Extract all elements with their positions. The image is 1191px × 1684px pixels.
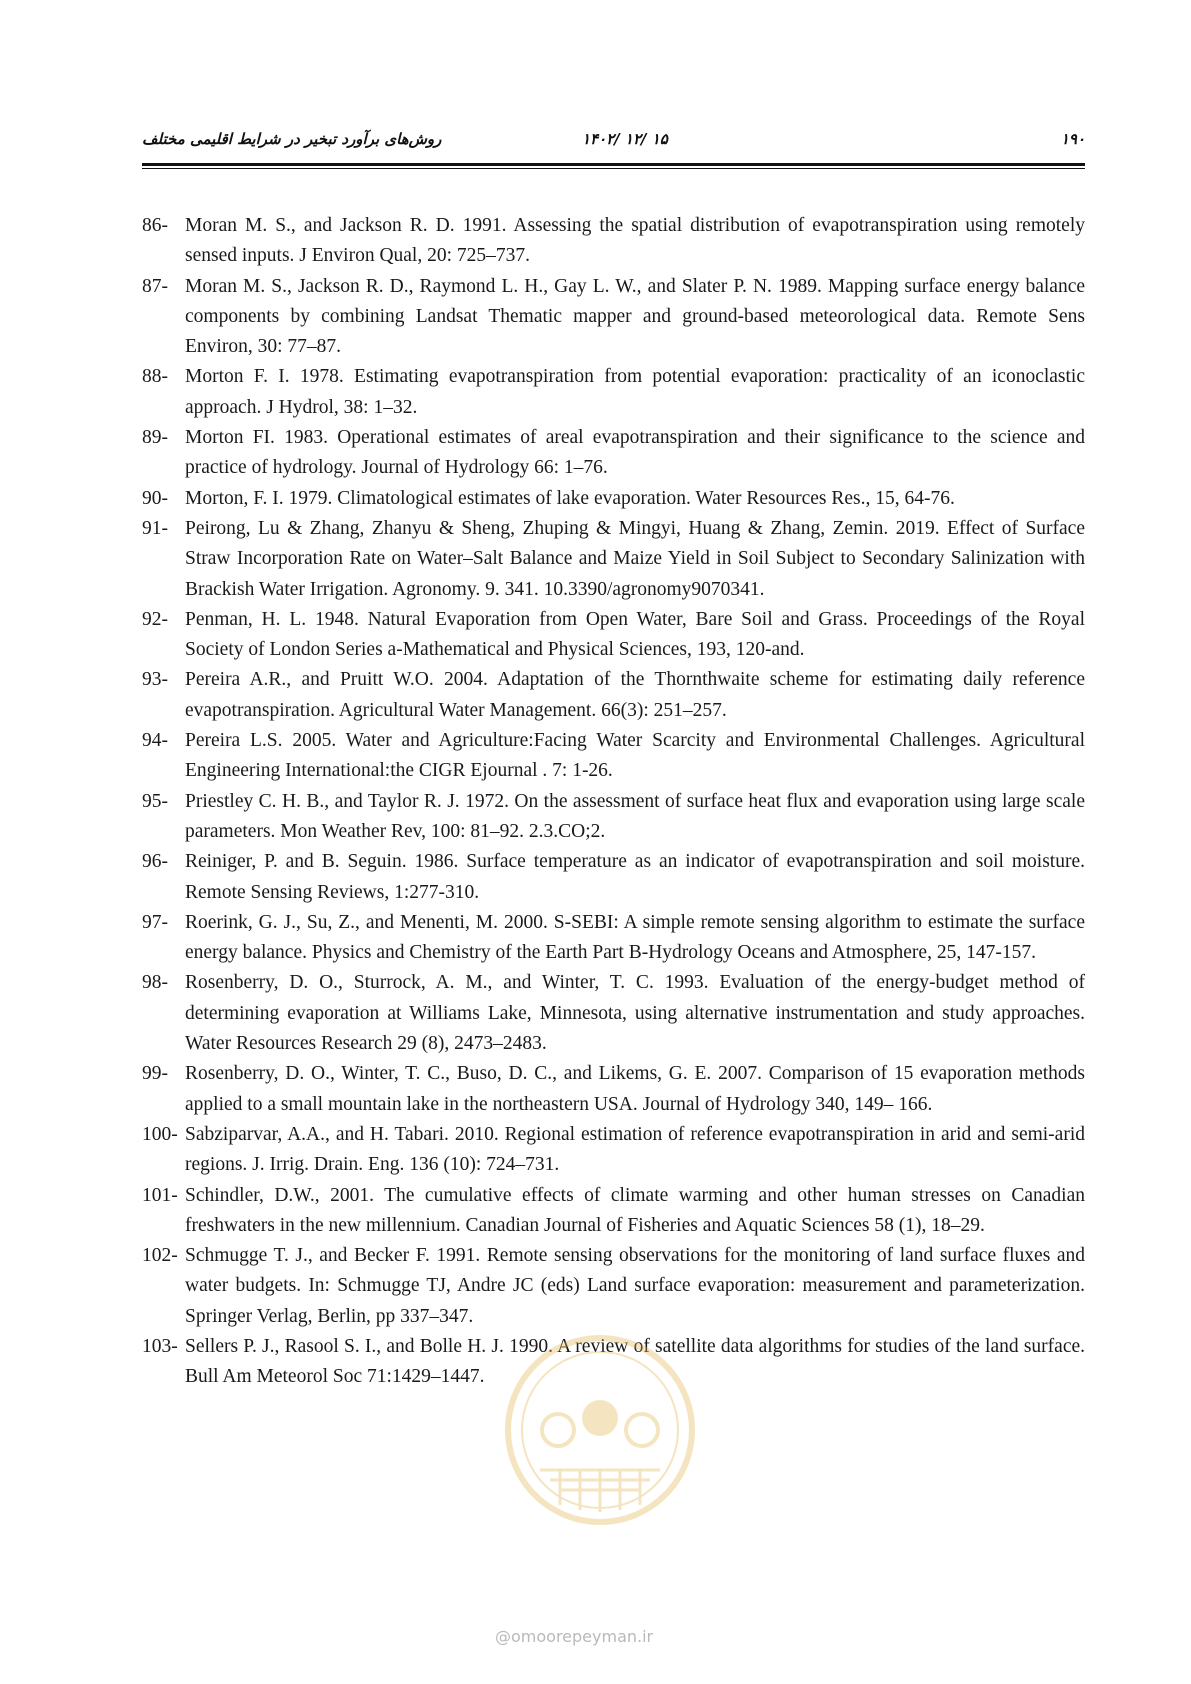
reference-number: 90- [142, 487, 168, 509]
reference-item [142, 423, 1085, 484]
reference-text: Sabziparvar, A.A., and H. Tabari. 2010. Regional estimation of reference evapotranspiration in arid and semi-arid regions. J. Irrig. Drain. Eng. 136 (10): 724–731. [185, 1123, 1085, 1176]
reference-number: 102- [142, 1245, 178, 1267]
reference-text: Pereira L.S. 2005. Water and Agriculture:Facing Water Scarcity and Environmental Challenges. Agricultural Engineering International:the CIGR Ejournal . 7: 1-26. [185, 730, 1085, 782]
reference-item [142, 847, 1085, 908]
watermark-logo-icon [500, 1330, 700, 1570]
reference-number: 89- [142, 427, 168, 449]
reference-item [142, 362, 1085, 423]
reference-text: Sellers P. J., Rasool S. I., and Bolle H. J. 1990. A review of satellite data algorithms for studies of the land surface. Bull Am Meteorol Soc 71:1429–1447. [185, 1335, 1085, 1388]
reference-text: Reiniger, P. and B. Seguin. 1986. Surface temperature as an indicator of evapotranspiration and soil moisture. Remote Sensing Reviews, 1:277-310. [185, 851, 1085, 903]
reference-item [142, 726, 1085, 787]
reference-number: 88- [142, 366, 168, 388]
reference-number: 97- [142, 911, 168, 933]
header-rule-thin [142, 168, 1085, 169]
reference-text: Roerink, G. J., Su, Z., and Menenti, M. 2000. S-SEBI: A simple remote sensing algorithm to estimate the surface energy balance. Physics and Chemistry of the Earth Part B-Hydrology Oceans and Atmosphere, 25, 147-157. [185, 911, 1085, 964]
reference-item [142, 1181, 1085, 1242]
reference-item [142, 1241, 1085, 1332]
reference-text: Moran M. S., Jackson R. D., Raymond L. H., Gay L. W., and Slater P. N. 1989. Mapping surface energy balance components by combining Landsat Thematic mapper and ground-based meteorological data. Remote Sens Environ, 30: 77–87. [185, 275, 1085, 358]
reference-item [142, 908, 1085, 969]
reference-text: Rosenberry, D. O., Winter, T. C., Buso, D. C., and Likems, G. E. 2007. Comparison of 15 evaporation methods applied to a small mountain lake in the northeastern USA. Journal of Hydrology 340, 149– 166. [185, 1063, 1085, 1115]
issue-date: ۱۴۰۲/ ۱۲/ ۱۵ [582, 130, 668, 148]
reference-number: 95- [142, 790, 168, 812]
reference-item [142, 605, 1085, 666]
reference-item [142, 211, 1085, 272]
reference-item [142, 787, 1085, 848]
reference-text: Morton FI. 1983. Operational estimates of areal evapotranspiration and their significance to the science and practice of hydrology. Journal of Hydrology 66: 1–76. [185, 427, 1085, 479]
reference-number: 98- [142, 972, 168, 994]
reference-number: 96- [142, 851, 168, 873]
page-number: ۱۹۰ [1060, 130, 1085, 148]
reference-number: 92- [142, 608, 168, 630]
reference-number: 93- [142, 669, 168, 691]
reference-text: Penman, H. L. 1948. Natural Evaporation from Open Water, Bare Soil and Grass. Proceedings of the Royal Society of London Series a-Mathematical and Physical Sciences, 193, 120-and. [185, 608, 1085, 661]
reference-text: Priestley C. H. B., and Taylor R. J. 1972. On the assessment of surface heat flux and evaporation using large scale parameters. Mon Weather Rev, 100: 81–92. 2.3.CO;2. [185, 790, 1085, 842]
reference-item [142, 968, 1085, 1059]
header-rule [142, 163, 1085, 166]
reference-text: Schmugge T. J., and Becker F. 1991. Remote sensing observations for the monitoring of land surface fluxes and water budgets. In: Schmugge TJ, Andre JC (eds) Land surface evaporation: measurement and parameterization. Springer Verlag, Berlin, pp 337–347. [185, 1245, 1085, 1327]
reference-item [142, 1059, 1085, 1120]
reference-text: Morton F. I. 1978. Estimating evapotranspiration from potential evaporation: practicality of an iconoclastic approach. J Hydrol, 38: 1–32. [185, 366, 1085, 418]
page-header [142, 128, 1085, 152]
reference-item [142, 665, 1085, 726]
reference-text: Pereira A.R., and Pruitt W.O. 2004. Adaptation of the Thornthwaite scheme for estimating daily reference evapotranspiration. Agricultural Water Management. 66(3): 251–257. [185, 669, 1085, 721]
running-title: روش‌های برآورد تبخیر در شرایط اقلیمی مختلف [142, 130, 442, 148]
reference-number: 103- [142, 1335, 178, 1357]
watermark-site: @omoorepeyman.ir [495, 1627, 654, 1646]
reference-text: Moran M. S., and Jackson R. D. 1991. Assessing the spatial distribution of evapotranspiration using remotely sensed inputs. J Environ Qual, 20: 725–737. [185, 215, 1085, 267]
reference-number: 87- [142, 275, 168, 297]
reference-item [142, 272, 1085, 363]
reference-item [142, 484, 1085, 514]
reference-text: Schindler, D.W., 2001. The cumulative effects of climate warming and other human stresses on Canadian freshwaters in the new millennium. Canadian Journal of Fisheries and Aquatic Sciences 58 (1), 18–29. [185, 1184, 1085, 1236]
reference-text: Rosenberry, D. O., Sturrock, A. M., and Winter, T. C. 1993. Evaluation of the energy-budget method of determining evaporation at Williams Lake, Minnesota, using alternative instrumentation and study approaches. Water Resources Research 29 (8), 2473–2483. [185, 972, 1085, 1055]
reference-number: 94- [142, 730, 168, 752]
reference-number: 100- [142, 1123, 178, 1145]
reference-text: Peirong, Lu & Zhang, Zhanyu & Sheng, Zhuping & Mingyi, Huang & Zhang, Zemin. 2019. Effect of Surface Straw Incorporation Rate on Water–Salt Balance and Maize Yield in Soil Subject to Secondary Salinization with Brackish Water Irrigation. Agronomy. 9. 341. 10.3390/agronomy9070341. [185, 517, 1085, 600]
reference-number: 99- [142, 1063, 168, 1085]
reference-text: Morton, F. I. 1979. Climatological estimates of lake evaporation. Water Resources Res., 15, 64-76. [185, 487, 955, 509]
reference-list [142, 211, 1085, 1393]
reference-number: 86- [142, 215, 168, 236]
reference-number: 91- [142, 517, 168, 539]
reference-item [142, 514, 1085, 605]
reference-item [142, 1120, 1085, 1181]
reference-number: 101- [142, 1184, 178, 1206]
